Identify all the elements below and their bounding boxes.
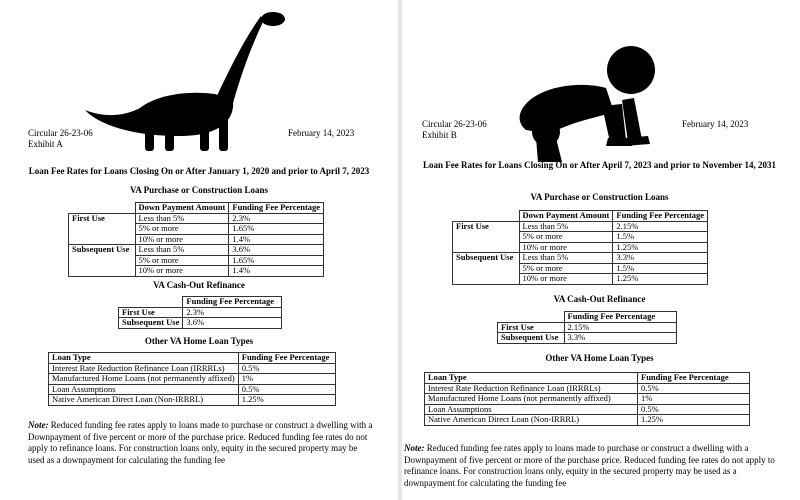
table-cell: 1.4% (229, 266, 324, 277)
table-cell: Manufactured Home Loans (not permanently affixed) (49, 374, 239, 385)
table-cell: 2.3% (183, 307, 282, 318)
table-cell: 1.4% (229, 234, 324, 245)
other-heading: Other VA Home Loan Types (144, 336, 254, 346)
col-header: Funding Fee Percentage (229, 203, 324, 214)
other-heading: Other VA Home Loan Types (545, 353, 654, 363)
table-cell: Less than 5% (135, 213, 229, 224)
row-label: First Use (119, 307, 183, 318)
circular-number: Circular 26-23-06 (28, 128, 93, 138)
table-cell: 3.3% (613, 253, 708, 264)
cashout-table (118, 296, 282, 329)
table-cell: 2.15% (564, 322, 676, 333)
table-cell: 5% or more (519, 263, 613, 274)
purchase-heading: VA Purchase or Construction Loans (129, 185, 269, 195)
row-label-first-use: First Use (69, 213, 136, 224)
table-cell: 3.6% (229, 245, 324, 256)
note-text: Reduced funding fee rates apply to loans made to purchase or construct a dwelling with a Downpayment of five percent or more of the purchase price. Reduced funding fee rates do not apply to refinance loans. For construction loans only, equity in the secured property may be used as a downpayment for calculating the funding fee (404, 443, 775, 488)
table-cell: 5% or more (135, 224, 229, 235)
col-header: Funding Fee Percentage (638, 373, 750, 384)
table-cell: Interest Rate Reduction Refinance Loan (IRRRLs) (425, 383, 638, 394)
table-cell: 1.65% (229, 224, 324, 235)
col-header: Loan Type (425, 373, 638, 384)
note-label: Note: (404, 443, 425, 453)
purchase-heading: VA Purchase or Construction Loans (530, 192, 669, 202)
table-cell: 10% or more (135, 234, 229, 245)
table-cell: Less than 5% (519, 253, 613, 264)
col-header: Loan Type (49, 353, 239, 364)
purchase-table (68, 202, 324, 277)
table-cell: Native American Direct Loan (Non-IRRRL) (425, 415, 638, 426)
col-header: Down Payment Amount (135, 203, 229, 214)
row-label-subsequent-use: Subsequent Use (453, 253, 520, 264)
exhibit-label: Exhibit B (422, 130, 457, 140)
table-cell: Loan Assumptions (49, 384, 239, 395)
exhibit-a-page (0, 0, 398, 500)
col-header: Funding Fee Percentage (238, 353, 335, 364)
document-date: February 14, 2023 (288, 128, 355, 138)
table-cell: 0.5% (238, 384, 335, 395)
dinosaur-icon (85, 8, 285, 153)
table-cell: Loan Assumptions (425, 404, 638, 415)
exhibit-b-page (402, 0, 800, 500)
cashout-heading: VA Cash-Out Refinance (153, 280, 245, 290)
table-cell: Interest Rate Reduction Refinance Loan (IRRRLs) (49, 363, 239, 374)
table-cell: 1.25% (238, 395, 335, 406)
table-cell: 1.25% (613, 274, 708, 285)
document-date: February 14, 2023 (682, 119, 749, 129)
note-paragraph (404, 443, 789, 489)
row-label-subsequent-use: Subsequent Use (69, 245, 136, 256)
col-header: Funding Fee Percentage (183, 297, 282, 308)
col-header: Funding Fee Percentage (613, 211, 708, 222)
table-cell: 0.5% (638, 383, 750, 394)
other-loans-table (48, 352, 336, 406)
table-cell: 0.5% (238, 363, 335, 374)
cashout-table (497, 311, 677, 344)
page-title: Loan Fee Rates for Loans Closing On or After January 1, 2020 and prior to April 7, 2023 (28, 166, 370, 176)
cashout-heading: VA Cash-Out Refinance (553, 294, 646, 304)
purchase-table (452, 210, 708, 285)
table-cell: Manufactured Home Loans (not permanently affixed) (425, 394, 638, 405)
row-label: Subsequent Use (119, 318, 183, 329)
row-label-first-use: First Use (453, 221, 520, 232)
table-cell: 1.65% (229, 255, 324, 266)
row-label: Subsequent Use (498, 333, 565, 344)
circular-number: Circular 26-23-06 (422, 119, 487, 129)
table-cell: 1.5% (613, 263, 708, 274)
table-cell: 10% or more (519, 274, 613, 285)
table-cell: 0.5% (638, 404, 750, 415)
col-header: Funding Fee Percentage (564, 312, 676, 323)
table-cell: 3.3% (564, 333, 676, 344)
note-label: Note: (28, 420, 49, 430)
note-paragraph (28, 420, 373, 466)
table-cell: 10% or more (135, 266, 229, 277)
table-cell: 2.3% (229, 213, 324, 224)
table-cell: 5% or more (135, 255, 229, 266)
other-loans-table (424, 372, 750, 426)
row-label: First Use (498, 322, 565, 333)
note-text: Reduced funding fee rates apply to loans made to purchase or construct a dwelling with a Downpayment of five percent or more of the purchase price. Reduced funding fee rates do not apply to refinance loans. For construction loans only, equity in the secured property may be used as a downpayment for calculating the funding fee (28, 420, 373, 465)
table-cell: 1% (638, 394, 750, 405)
page-title: Loan Fee Rates for Loans Closing On or After April 7, 2023 and prior to November 14, 2031 (423, 160, 776, 170)
crawling-baby-icon (510, 42, 668, 162)
col-header: Down Payment Amount (519, 211, 613, 222)
table-cell: Less than 5% (135, 245, 229, 256)
table-cell: Less than 5% (519, 221, 613, 232)
table-cell: 1% (238, 374, 335, 385)
table-cell: 1.25% (638, 415, 750, 426)
table-cell: 1.5% (613, 232, 708, 243)
table-cell: 1.25% (613, 242, 708, 253)
table-cell: 5% or more (519, 232, 613, 243)
table-cell: Native American Direct Loan (Non-IRRRL) (49, 395, 239, 406)
exhibit-label: Exhibit A (28, 139, 63, 149)
table-cell: 10% or more (519, 242, 613, 253)
table-cell: 3.6% (183, 318, 282, 329)
table-cell: 2.15% (613, 221, 708, 232)
